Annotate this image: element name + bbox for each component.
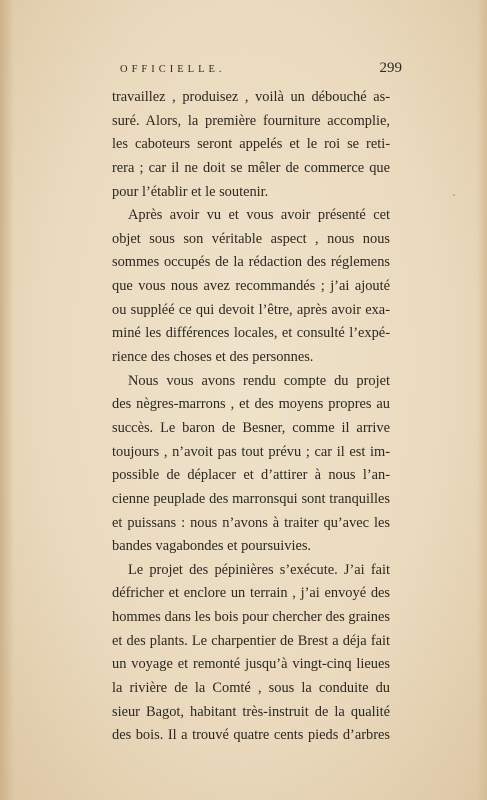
- text-line: succès. Le baron de Besner, comme il arrive: [112, 419, 390, 436]
- text-line: travaillez , produisez , voilà un débouché as-: [112, 89, 390, 105]
- text-line: un voyage et remonté jusqu’à vingt-cinq lieues: [112, 656, 390, 673]
- text-line: Après avoir vu et vous avoir présenté cet: [128, 207, 390, 224]
- text-line: toujours , n’avoit pas tout prévu ; car il est im-: [112, 443, 390, 460]
- text-line: que vous nous avez recommandés ; j’ai ajouté: [112, 278, 390, 295]
- text-line: miné les différences locales, et consulté l’expé-: [112, 325, 390, 342]
- body-text: [112, 86, 390, 748]
- text-line: hommes dans les bois pour chercher des graines: [112, 609, 390, 626]
- text-line: sommes occupés de la rédaction des réglemens: [112, 254, 390, 271]
- text-line: des nègres-marrons , et des moyens propres au: [112, 396, 390, 413]
- text-line: la rivière de la Comté , sous la conduite du: [112, 680, 390, 697]
- text-line: cienne peuplade des marronsqui sont tranquilles: [112, 490, 390, 507]
- text-line: ou suppléé ce qui devoit l’être, après avoir exa-: [112, 301, 390, 318]
- text-line: des bois. Il a trouvé quatre cents pieds d’arbres: [112, 727, 390, 744]
- text-line: objet sous son véritable aspect , nous nous: [112, 230, 390, 247]
- page-gutter-shadow: [0, 0, 14, 800]
- page-header: [112, 62, 402, 82]
- text-line: et des plants. Le charpentier de Brest a déja fait: [112, 632, 390, 649]
- margin-speck: ˛: [453, 186, 456, 196]
- page-number: 299: [379, 60, 402, 76]
- text-line: et puissans : nous n’avons à traiter qu’avec les: [112, 514, 390, 531]
- running-head: OFFICIELLE.: [120, 64, 226, 75]
- text-line: suré. Alors, la première fourniture accomplie,: [112, 112, 390, 129]
- text-line: les caboteurs seront appelés et le roi se reti-: [112, 136, 390, 153]
- text-line: pour l’établir et le soutenir.: [112, 183, 269, 200]
- page-edge-shadow: [477, 0, 487, 800]
- text-line: rience des choses et des personnes.: [112, 349, 314, 366]
- text-line: Nous vous avons rendu compte du projet: [128, 372, 390, 389]
- text-line: rera ; car il ne doit se mêler de commerce que: [112, 159, 390, 176]
- text-line: défricher et enclore un terrain , j’ai envoyé des: [112, 585, 390, 602]
- text-line: Le projet des pépinières s’exécute. J’ai fait: [128, 561, 390, 578]
- text-line: sieur Bagot, habitant très-instruit de la qualité: [112, 703, 390, 720]
- text-line: bandes vagabondes et poursuivies.: [112, 538, 312, 555]
- text-line: possible de déplacer et d’attirer à nous l’an-: [112, 467, 390, 484]
